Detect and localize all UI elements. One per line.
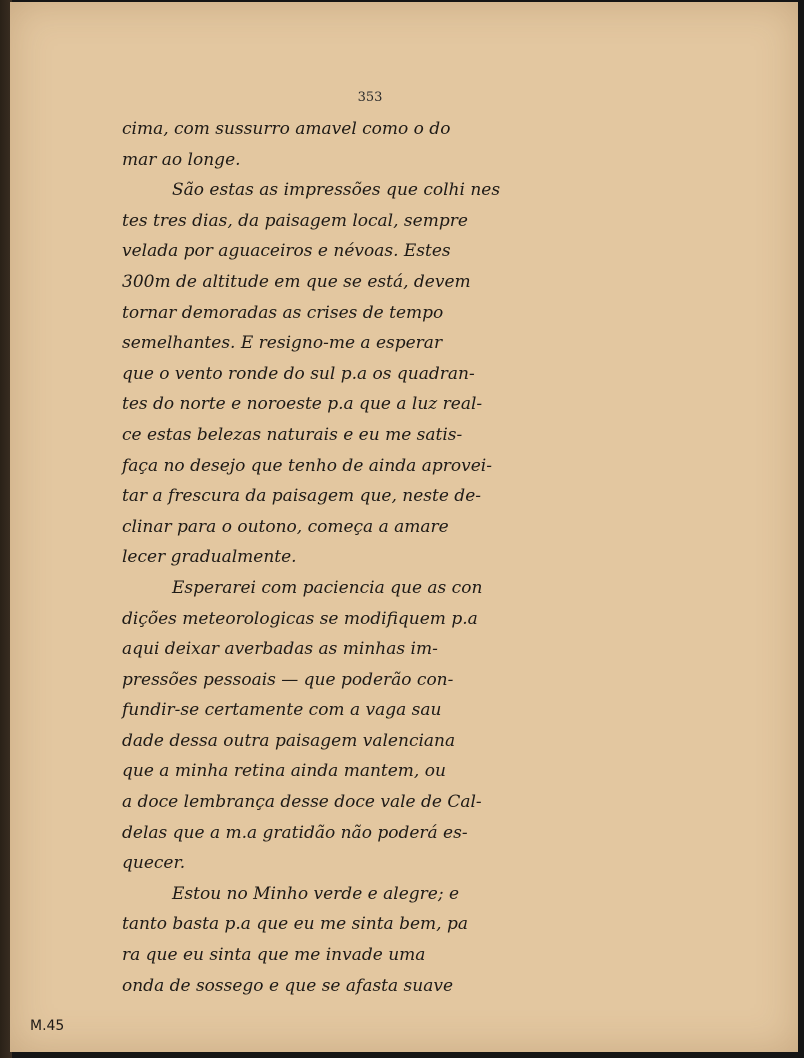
- text-line: pressões pessoais — que poderão con-: [122, 669, 454, 690]
- text-line: tes tres dias, da paisagem local, sempre: [122, 210, 468, 231]
- archive-reference-note: M.45: [30, 1018, 65, 1034]
- text-line: a doce lembrança desse doce vale de Cal-: [122, 792, 482, 813]
- text-line: dições meteorologicas se modifiquem p.a: [122, 608, 478, 629]
- text-line: que o vento ronde do sul p.a os quadran-: [122, 363, 475, 384]
- text-line: mar ao longe.: [122, 149, 241, 170]
- manuscript-page: [10, 2, 798, 1052]
- text-line: lecer gradualmente.: [122, 547, 297, 568]
- text-line: que a minha retina ainda mantem, ou: [122, 761, 446, 782]
- text-line: Esperarei com paciencia que as con: [172, 577, 483, 598]
- text-line: tanto basta p.a que eu me sinta bem, pa: [122, 914, 468, 935]
- text-line: São estas as impressões que colhi nes: [172, 180, 501, 201]
- text-line: onda de sossego e que se afasta suave: [122, 975, 454, 996]
- text-line: dade dessa outra paisagem valenciana: [122, 730, 456, 751]
- text-line: aqui deixar averbadas as minhas im-: [122, 639, 438, 660]
- text-line: tes do norte e noroeste p.a que a luz real-: [122, 394, 483, 415]
- handwritten-text-block: [122, 114, 622, 1001]
- text-line: tar a frescura da paisagem que, neste de-: [122, 486, 481, 507]
- text-line: 300m de altitude em que se está, devem: [122, 271, 471, 292]
- text-line: velada por aguaceiros e névoas. Estes: [122, 241, 451, 262]
- text-line: ce estas belezas naturais e eu me satis-: [122, 424, 463, 445]
- text-line: delas que a m.a gratidão não poderá es-: [122, 822, 468, 843]
- text-line: tornar demoradas as crises de tempo: [122, 302, 444, 323]
- text-line: Estou no Minho verde e alegre; e: [172, 883, 460, 904]
- page-number: 353: [357, 90, 383, 105]
- text-line: cima, com sussurro amavel como o do: [122, 119, 451, 139]
- text-line: clinar para o outono, começa a amare: [122, 516, 449, 537]
- text-line: ra que eu sinta que me invade uma: [122, 945, 426, 966]
- text-line: fundir-se certamente com a vaga sau: [122, 700, 442, 721]
- text-line: quecer.: [122, 853, 186, 874]
- text-line: faça no desejo que tenho de ainda aprovei-: [122, 455, 492, 476]
- text-line: semelhantes. E resigno-me a esperar: [122, 333, 443, 354]
